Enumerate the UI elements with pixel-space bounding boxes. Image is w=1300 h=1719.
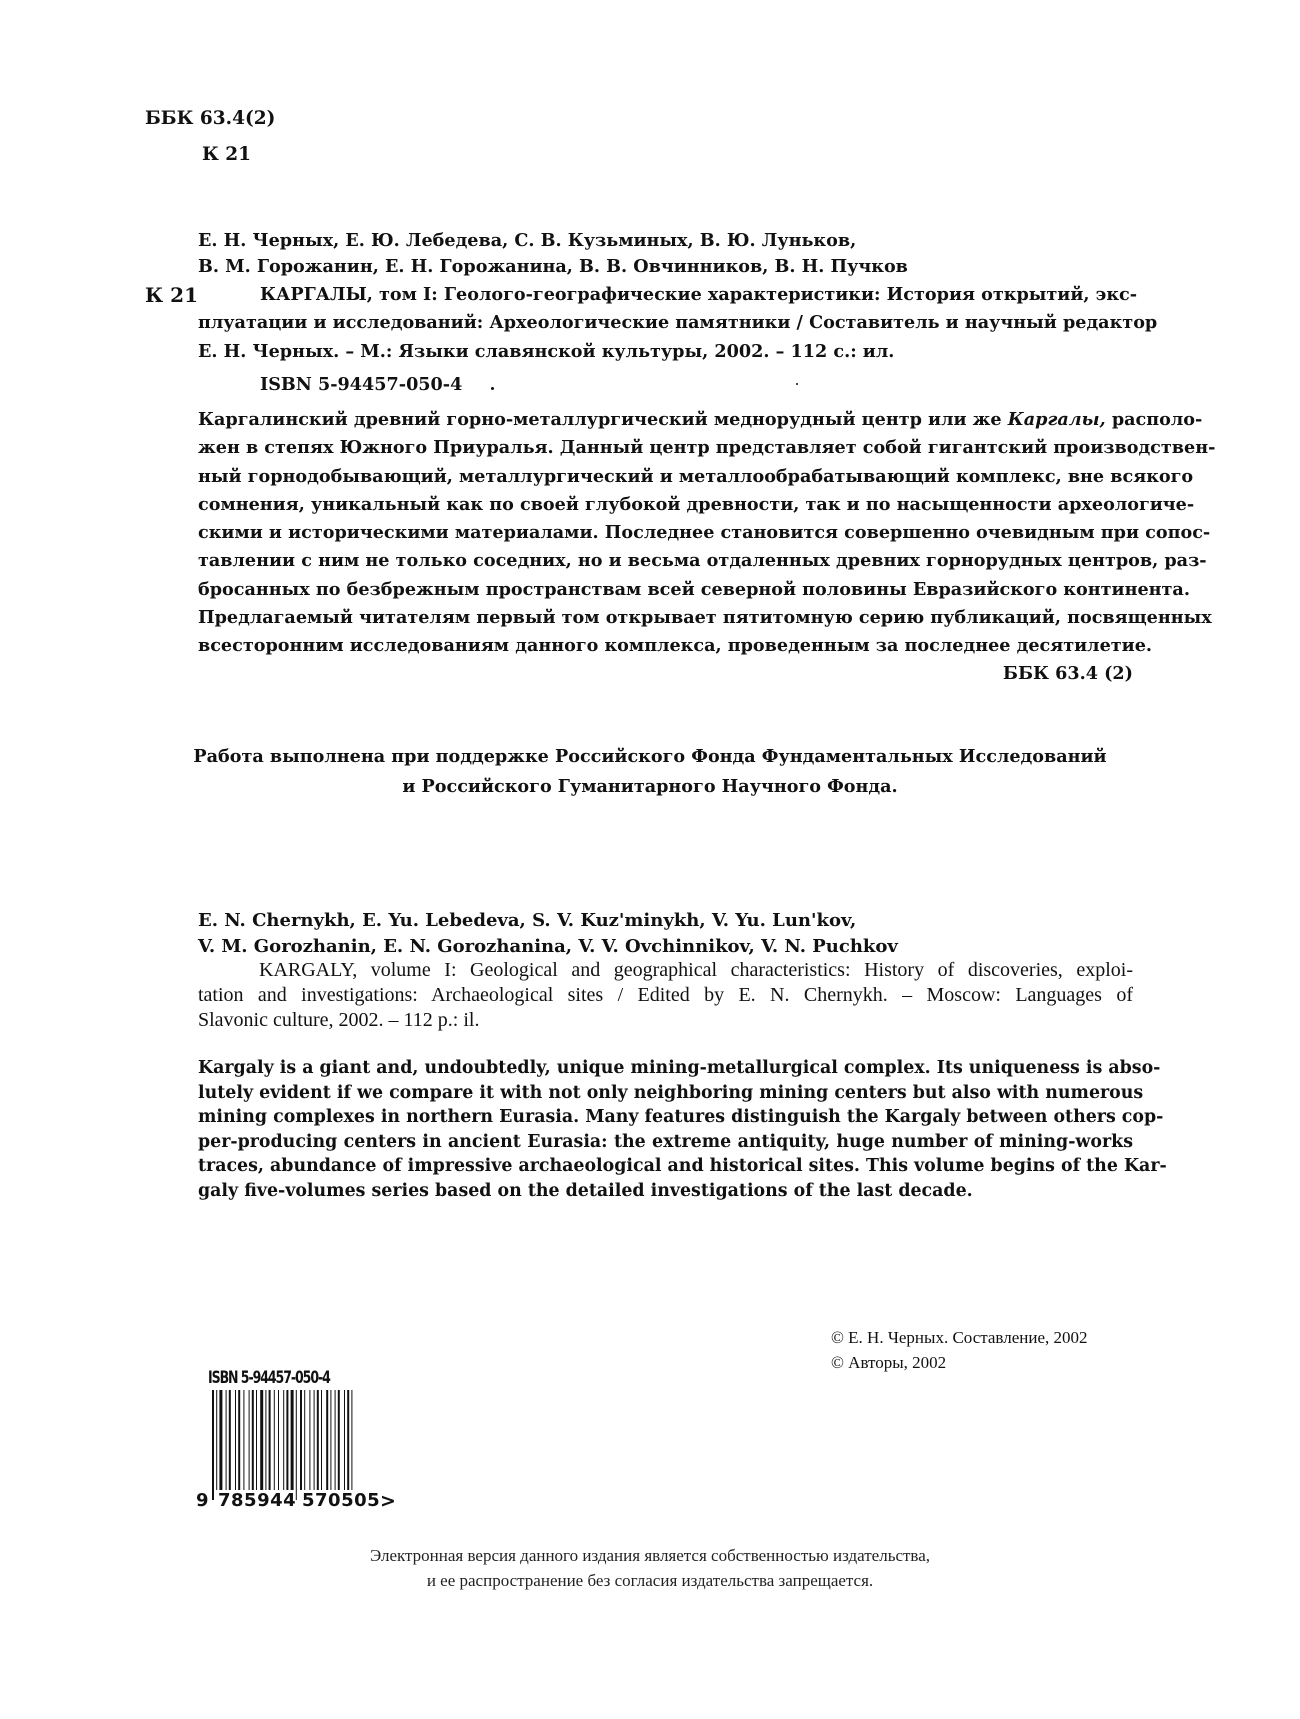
ru-abstract-line-6: тавлении с ним не только соседних, но и весьма отдаленных древних горнорудных центров, раз- bbox=[198, 550, 1207, 572]
support-line-1: Работа выполнена при поддержке Российского Фонда Фундаментальных Исследований bbox=[193, 746, 1107, 767]
ru-abstract-kargaly: Каргалы, bbox=[1007, 409, 1106, 430]
en-abstract-line-4: per-producing centers in ancient Eurasia: the extreme antiquity, huge number of mining-works bbox=[198, 1131, 1133, 1152]
ru-abstract-line-8: Предлагаемый читателям первый том открывает пятитомную серию публикаций, посвященных bbox=[198, 607, 1212, 629]
en-abstract-line-1: Kargaly is a giant and, undoubtedly, unique mining-metallurgical complex. Its uniqueness is abso- bbox=[198, 1058, 1161, 1078]
ru-abstract-line-1 bbox=[198, 406, 1203, 434]
copyright-line-2: © Авторы, 2002 bbox=[831, 1353, 947, 1372]
isbn-barcode bbox=[198, 1368, 398, 1516]
footer-line-2: и ее распространение без согласия издательства запрещается. bbox=[426, 1571, 874, 1590]
barcode-digits-group-2: 570505 bbox=[302, 1490, 381, 1511]
ru-biblio-line-2: плуатации и исследований: Археологические памятники / Составитель и научный редактор bbox=[198, 312, 1158, 334]
barcode-arrow: > bbox=[380, 1490, 396, 1512]
ru-abstract-line-9: всесторонним исследованиям данного комплекса, проведенным за последнее десятилетие. bbox=[198, 635, 1153, 657]
en-authors-line-2: V. M. Gorozhanin, E. N. Gorozhanina, V. V. Ovchinnikov, V. N. Puchkov bbox=[198, 936, 898, 957]
barcode-digits-group-1: 785944 bbox=[218, 1490, 297, 1511]
ru-abstract-line-4: сомнения, уникальный как по своей глубокой древности, так и по насыщенности археологиче- bbox=[198, 493, 1195, 515]
ru-abstract-line-3: ный горнодобывающий, металлургический и металлообрабатывающий комплекс, вне всякого bbox=[198, 465, 1194, 487]
barcode-isbn-label: ISBN 5-94457-050-4 bbox=[208, 1368, 330, 1388]
en-abstract bbox=[198, 1056, 1167, 1203]
ru-abstract-line-7: бросанных по безбрежным пространствам всей северной половины Евразийского континента. bbox=[198, 578, 1190, 600]
en-authors-line-1: E. N. Chernykh, E. Yu. Lebedeva, S. V. Kuz'minykh, V. Yu. Lun'kov, bbox=[198, 910, 857, 931]
ru-abstract-line-5: скими и историческими материалами. Последнее становится совершенно очевидным при сопос- bbox=[198, 522, 1211, 544]
ru-biblio bbox=[198, 281, 1158, 366]
en-biblio-line-1: KARGALY, volume I: Geological and geographical characteristics: History of discoveries, exploi- bbox=[259, 959, 1133, 981]
en-biblio-line-3: Slavonic culture, 2002. – 112 p.: il. bbox=[198, 1009, 480, 1031]
ru-abstract-line-1-text: Каргалинский древний горно-металлургический меднорудный центр или же bbox=[198, 409, 1002, 430]
en-abstract-line-3: mining complexes in northern Eurasia. Many features distinguish the Kargaly between others cop- bbox=[198, 1107, 1164, 1127]
support-line-2: и Российского Гуманитарного Научного Фонда. bbox=[402, 776, 898, 797]
scan-speck bbox=[796, 383, 798, 385]
copyright-line-1: © Е. Н. Черных. Составление, 2002 bbox=[831, 1328, 1088, 1347]
ru-authors-line-1: Е. Н. Черных, Е. Ю. Лебедева, С. В. Кузьминых, В. Ю. Луньков, bbox=[198, 230, 857, 251]
en-abstract-line-5: traces, abundance of impressive archaeological and historical sites. This volume begins of the Kar- bbox=[198, 1156, 1167, 1176]
en-biblio bbox=[198, 958, 1133, 1033]
barcode-digit-first: 9 bbox=[196, 1490, 209, 1511]
bbk-code: ББК 63.4(2) bbox=[145, 108, 276, 129]
ru-abstract-line-1-end: располо- bbox=[1105, 409, 1203, 430]
en-abstract-line-6: galy five-volumes series based on the detailed investigations of the last decade. bbox=[198, 1180, 973, 1201]
ru-bbk-right: ББК 63.4 (2) bbox=[1002, 663, 1133, 684]
ru-biblio-line-3: Е. Н. Черных. – М.: Языки славянской культуры, 2002. – 112 с.: ил. bbox=[198, 340, 895, 362]
author-mark: К 21 bbox=[202, 144, 252, 165]
scan-speck bbox=[491, 387, 494, 390]
footer-line-1: Электронная версия данного издания является собственностью издательства, bbox=[369, 1546, 931, 1565]
en-biblio-line-2: tation and investigations: Archaeological sites / Edited by E. N. Chernykh. – Moscow: Languages of bbox=[198, 984, 1133, 1006]
ru-isbn: ISBN 5-94457-050-4 bbox=[260, 374, 463, 395]
ru-abstract-line-2: жен в степях Южного Приуралья. Данный центр представляет собой гигантский производствен- bbox=[198, 437, 1216, 459]
ru-biblio-line-1: КАРГАЛЫ, том I: Геолого-географические характеристики: История открытий, экс- bbox=[260, 284, 1138, 305]
ru-abstract bbox=[198, 406, 1216, 661]
ru-biblio-mark: К 21 bbox=[145, 283, 198, 307]
ru-authors-line-2: В. М. Горожанин, Е. Н. Горожанина, В. В. Овчинников, В. Н. Пучков bbox=[198, 256, 908, 277]
en-abstract-line-2: lutely evident if we compare it with not only neighboring mining centers but also with numerous bbox=[198, 1082, 1144, 1103]
